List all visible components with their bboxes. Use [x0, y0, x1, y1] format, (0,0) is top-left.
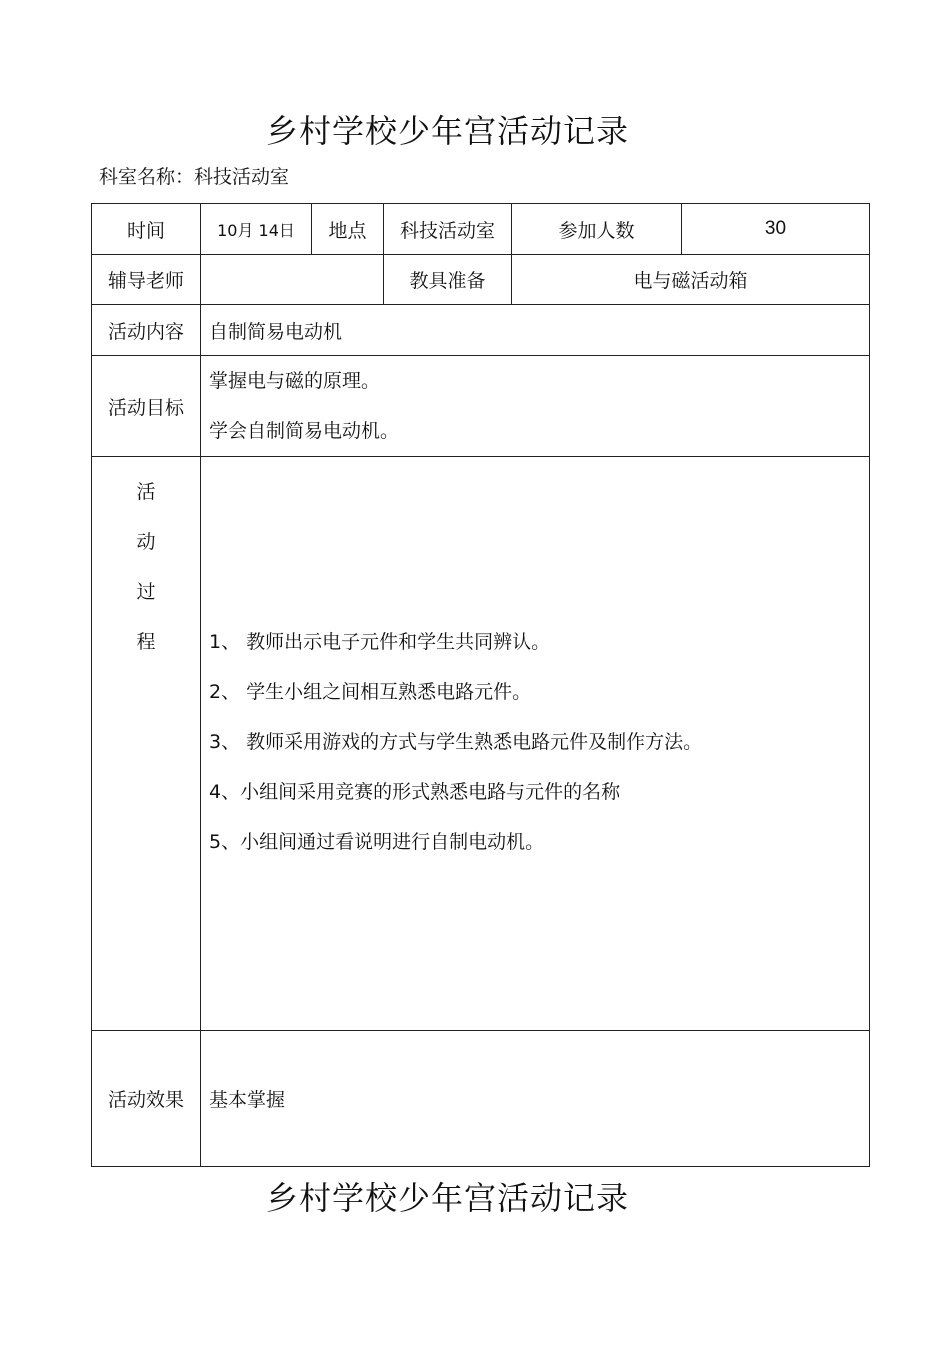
process-step: 2、 学生小组之间相互熟悉电路元件。: [209, 681, 532, 703]
table-row: [92, 255, 870, 305]
place-label: 地点: [312, 204, 384, 255]
equipment-label: 教具准备: [384, 255, 512, 305]
teacher-value: [201, 255, 384, 305]
process-label-char: 程: [136, 631, 156, 653]
goal-item: 掌握电与磁的原理。: [209, 370, 381, 392]
content-label: 活动内容: [92, 305, 201, 356]
department-label: 科室名称：: [99, 166, 195, 188]
effect-label: 活动效果: [92, 1031, 201, 1167]
department-line: [99, 162, 289, 189]
time-label: 时间: [92, 204, 201, 255]
process-step: 1、 教师出示电子元件和学生共同辨认。: [209, 631, 551, 653]
activity-record-table: [91, 203, 870, 1167]
effect-value: 基本掌握: [201, 1031, 870, 1167]
process-step: 3、 教师采用游戏的方式与学生熟悉电路元件及制作方法。: [209, 731, 703, 753]
footer-title: 乡村学校少年宫活动记录: [265, 1179, 629, 1217]
time-value: 10月 14日: [201, 204, 312, 255]
process-label-char: 过: [136, 581, 156, 603]
teacher-label: 辅导老师: [92, 255, 201, 305]
goal-item: 学会自制简易电动机。: [209, 420, 400, 442]
process-label-char: 动: [136, 531, 156, 553]
table-row: [92, 204, 870, 255]
equipment-value: 电与磁活动箱: [512, 255, 870, 305]
page-title: 乡村学校少年宫活动记录: [265, 112, 629, 150]
process-label-char: 活: [136, 481, 156, 503]
table-row: [92, 356, 870, 457]
place-value: 科技活动室: [384, 204, 512, 255]
content-value: 自制简易电动机: [201, 305, 870, 356]
participants-value: 30: [682, 204, 870, 255]
department-value: 科技活动室: [194, 166, 290, 188]
process-label: [92, 457, 201, 1031]
process-steps: [201, 457, 870, 1031]
process-step: 4、小组间采用竞赛的形式熟悉电路与元件的名称: [209, 781, 621, 803]
participants-label: 参加人数: [512, 204, 682, 255]
table-row: [92, 1031, 870, 1167]
goal-list: [201, 356, 870, 457]
table-row: [92, 457, 870, 1031]
process-step: 5、小组间通过看说明进行自制电动机。: [209, 831, 545, 853]
table-row: [92, 305, 870, 356]
goal-label: 活动目标: [92, 356, 201, 457]
